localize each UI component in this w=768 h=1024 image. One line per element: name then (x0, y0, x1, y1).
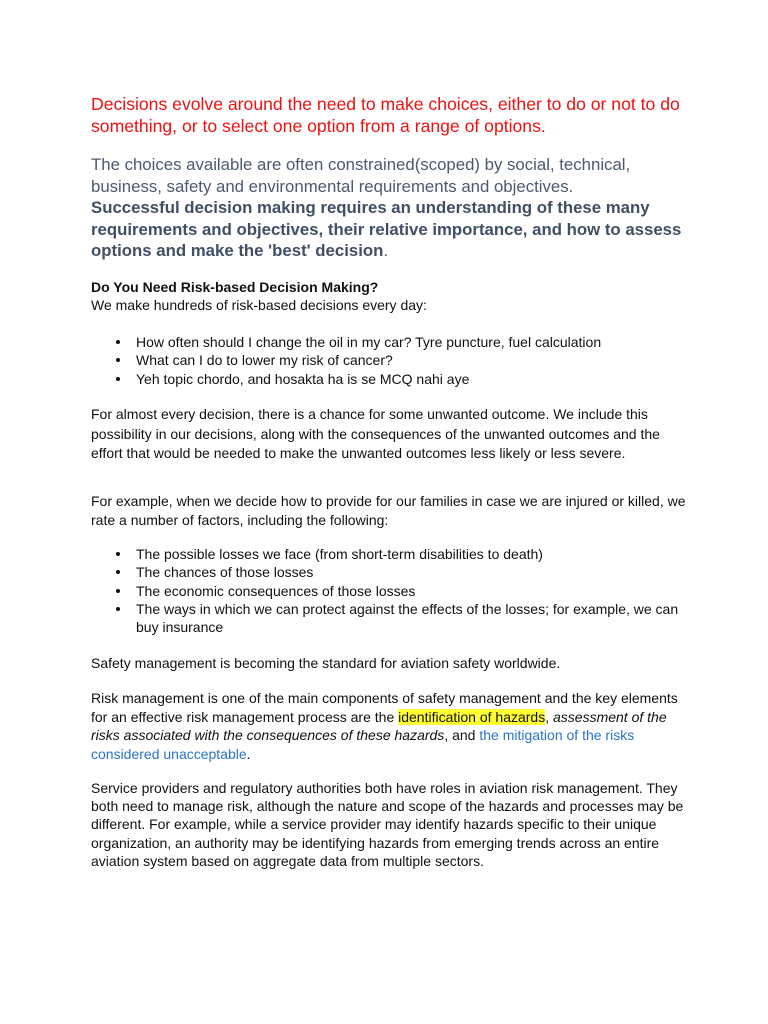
section-lead: We make hundreds of risk-based decisions every day: (91, 297, 427, 313)
intro-blue-text: The choices available are often constrained(scoped) by social, technical, business, safety and environmental requirements and objectives. (91, 155, 631, 196)
intro-bold-tail: . (383, 241, 389, 260)
risk-text-period: . (246, 745, 251, 762)
intro-bold-text: Successful decision making requires an understanding of these many requirements and objectives, their relative importance, and how to assess options and make the 'best' decision (91, 198, 682, 260)
list-item-text: The chances of those losses (136, 564, 314, 581)
intro-blue-paragraph (91, 154, 691, 262)
bullet-icon (116, 552, 120, 556)
risk-text-and: , and (444, 727, 480, 743)
paragraph-risk-management (91, 689, 691, 763)
list-item-text: Yeh topic chordo, and hosakta ha is se MCQ nahi aye (136, 370, 470, 387)
list-item (91, 351, 691, 369)
list-item-text: The possible losses we face (from short-term disabilities to death) (136, 546, 543, 562)
list-item-text: The ways in which we can protect against the effects of the losses; for example, we can buy insurance (136, 600, 679, 636)
bullet-list-factors (91, 545, 691, 636)
bullet-icon (116, 607, 120, 611)
list-item-text: What can I do to lower my risk of cancer? (136, 352, 393, 369)
list-item (91, 333, 691, 351)
bullet-icon (116, 377, 120, 381)
list-item (91, 600, 691, 637)
risk-text-intro: Risk management is one of the main components of safety management and the key elements for an effective risk management process are the (91, 690, 678, 725)
bullet-icon (116, 340, 120, 344)
list-item (91, 370, 691, 388)
list-item-text: The economic consequences of those losses (136, 582, 416, 599)
bullet-icon (116, 570, 120, 574)
bullet-icon (116, 358, 120, 362)
list-item-text: How often should I change the oil in my car? Tyre puncture, fuel calculation (136, 334, 602, 350)
blue-phrase: the mitigation of the risks considered unacceptable (91, 727, 635, 762)
list-item (91, 582, 691, 600)
bullet-icon (116, 589, 120, 593)
list-item (91, 545, 691, 563)
paragraph-unwanted-outcomes: For almost every decision, there is a chance for some unwanted outcome. We include this possibility in our decisions, along with the consequences of the unwanted outcomes and the effort that would be needed to make the unwanted outcomes less likely or less severe. (91, 406, 660, 461)
bullet-list-daily-decisions (91, 333, 691, 388)
risk-text-comma: , (545, 708, 553, 725)
section-heading: Do You Need Risk-based Decision Making? (91, 279, 379, 295)
list-item (91, 563, 691, 581)
paragraph-service-providers: Service providers and regulatory authorities both have roles in aviation risk management. They both need to manage risk, although the nature and scope of the hazards and processes may be different. For example, while a service provider may identify hazards specific to their unique organization, an authority may be identifying hazards from emerging trends across an entire aviation system based on aggregate data from multiple sectors. (91, 780, 684, 869)
highlighted-phrase: identification of hazards (398, 708, 546, 725)
paragraph-example-families: For example, when we decide how to provide for our families in case we are injured or killed, we rate a number of factors, including the following: (91, 493, 686, 528)
italic-phrase: assessment of the risks associated with the consequences of these hazards (91, 708, 667, 743)
intro-red-paragraph: Decisions evolve around the need to make choices, either to do or not to do something, or to select one option from a range of options. (91, 94, 680, 136)
paragraph-safety-management: Safety management is becoming the standard for aviation safety worldwide. (91, 655, 561, 671)
